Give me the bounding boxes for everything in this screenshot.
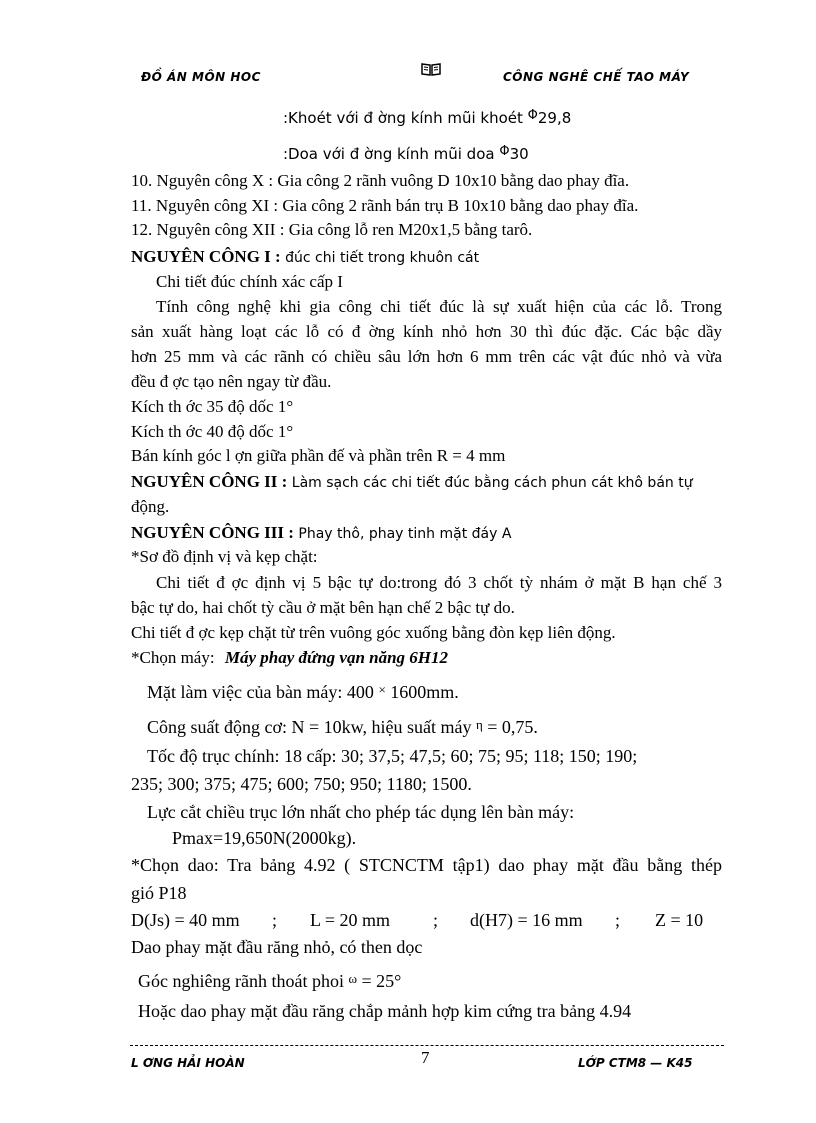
table-size-text: Mặt làm việc của bàn máy: 400 — [147, 682, 379, 702]
cutter-select-line: *Chọn dao: Tra bảng 4.92 ( STCNCTM tập1) dao phay mặt đầu bằng thép — [131, 855, 722, 875]
section-1-label: NGUYÊN CÔNG I : — [131, 247, 281, 266]
boring-diameter: 30 — [509, 145, 529, 163]
motor-power-text: Công suất động cơ: N = 10kw, hiệu suất máy — [147, 717, 476, 737]
omega-symbol: ω — [348, 971, 358, 986]
cutter-type-line: Dao phay mặt đầu răng nhỏ, có then dọc — [131, 937, 423, 957]
section-2-text: Làm sạch các chi tiết đúc bằng cách phun cát khô bán tự — [287, 475, 693, 491]
footer-divider — [130, 1045, 724, 1046]
efficiency-value: = 0,75. — [482, 717, 538, 737]
machine-name: Máy phay đứng vạn năng 6H12 — [224, 648, 449, 667]
axial-force-line: Lực cắt chiều trục lớn nhất cho phép tác dụng lên bàn máy: — [147, 802, 575, 822]
dimension-35-line: Kích th ớc 35 độ dốc 1° — [131, 397, 294, 416]
page-number: 7 — [421, 1048, 430, 1067]
alternative-cutter-line: Hoặc dao phay mặt đầu răng chắp mảnh hợp kim cứng tra bảng 4.94 — [138, 1001, 632, 1021]
helix-angle-text: Góc nghiêng rãnh thoát phoi — [138, 971, 349, 991]
reaming-line — [283, 106, 571, 128]
header-right-title: CÔNG NGHÊ CHẾ TAO MÁY — [503, 70, 690, 84]
boring-text: :Doa với đ ờng kính mũi doa — [283, 145, 500, 163]
boring-line — [283, 142, 529, 164]
table-size-value: 1600mm. — [385, 682, 459, 702]
paragraph-2-line-1: Chi tiết đ ợc định vị 5 bậc tự do:trong đó 3 chốt tỳ nhám ở mặt B hạn chế 3 — [156, 573, 722, 592]
footer-author: L ƠNG HẢI HOÀN — [131, 1056, 245, 1070]
reaming-diameter: 29,8 — [537, 109, 572, 127]
diameter-symbol: Φ — [499, 144, 510, 159]
reaming-text: :Khoét với đ ờng kính mũi khoét — [283, 109, 528, 127]
spindle-speed-continuation: 235; 300; 375; 475; 600; 750; 950; 1180; 1500. — [131, 774, 472, 794]
paragraph-1-line-4: đều đ ợc tạo nên ngay từ đầu. — [131, 372, 332, 391]
paragraph-1-line-3: hơn 25 mm và các rãnh có chiều sâu lớn hơn 6 mm trên các vật đúc nhỏ và vừa — [131, 347, 722, 366]
section-3-text: Phay thô, phay tinh mặt đáy A — [293, 526, 512, 542]
spindle-speed-line: Tốc độ trục chính: 18 cấp: 30; 37,5; 47,5; 60; 75; 95; 118; 150; 190; — [147, 746, 638, 766]
fixture-scheme-label: *Sơ đồ định vị và kẹp chặt: — [131, 547, 318, 566]
multiply-symbol: × — [378, 682, 386, 697]
paragraph-2-line-2: bậc tự do, hai chốt tỳ cầu ở mặt bên hạn chế 2 bậc tự do. — [131, 598, 515, 617]
cutter-dim-z: Z = 10 — [655, 910, 704, 930]
eta-symbol: η — [475, 717, 483, 732]
pmax-line: Pmax=19,650N(2000kg). — [172, 828, 357, 848]
diameter-symbol: Φ — [527, 108, 538, 123]
casting-accuracy-line: Chi tiết đúc chính xác cấp I — [156, 272, 343, 291]
motor-power-line — [147, 715, 538, 737]
operation-10-line: 10. Nguyên công X : Gia công 2 rãnh vuông D 10x10 bằng dao phay đĩa. — [131, 171, 630, 190]
clamping-line: Chi tiết đ ợc kẹp chặt từ trên vuông góc xuống bằng đòn kẹp liên động. — [131, 623, 616, 642]
section-2-heading — [131, 472, 693, 493]
cutter-dim-d: D(Js) = 40 mm — [131, 910, 240, 930]
section-2-label: NGUYÊN CÔNG II : — [131, 472, 288, 491]
cutter-dim-bore: d(H7) = 16 mm — [470, 910, 583, 930]
section-2-continuation: động. — [131, 497, 170, 516]
paragraph-1-line-1: Tính công nghệ khi gia công chi tiết đúc là sự xuất hiện của các lỗ. Trong — [156, 297, 722, 316]
helix-angle-value: = 25° — [357, 971, 402, 991]
cutter-dim-l: L = 20 mm — [310, 910, 390, 930]
cutter-material-line: gió P18 — [131, 883, 187, 903]
machine-select-line — [131, 648, 448, 668]
section-3-label: NGUYÊN CÔNG III : — [131, 523, 294, 542]
section-3-heading — [131, 523, 511, 544]
operation-12-line: 12. Nguyên công XII : Gia công lỗ ren M20x1,5 bằng tarô. — [131, 220, 533, 239]
header-left-title: ĐỒ ÁN MÔN HOC — [141, 70, 261, 84]
machine-select-label: *Chọn máy: — [131, 648, 219, 667]
section-1-heading — [131, 247, 479, 268]
operation-11-line: 11. Nguyên công XI : Gia công 2 rãnh bán trụ B 10x10 bằng dao phay đĩa. — [131, 196, 639, 215]
table-size-line — [147, 680, 459, 702]
book-icon — [421, 63, 441, 76]
separator: ; — [272, 910, 278, 930]
fillet-radius-line: Bán kính góc l ợn giữa phần đế và phần trên R = 4 mm — [131, 446, 506, 465]
footer-class: LỚP CTM8 — K45 — [578, 1056, 693, 1070]
separator: ; — [433, 910, 439, 930]
dimension-40-line: Kích th ớc 40 độ dốc 1° — [131, 422, 294, 441]
paragraph-1-line-2: sản xuất hàng loạt các lỗ có đ ờng kính nhỏ hơn 30 thì đúc đặc. Các bậc dầy — [131, 322, 722, 341]
separator: ; — [615, 910, 621, 930]
helix-angle-line — [138, 969, 401, 991]
section-1-text: đúc chi tiết trong khuôn cát — [280, 250, 480, 266]
